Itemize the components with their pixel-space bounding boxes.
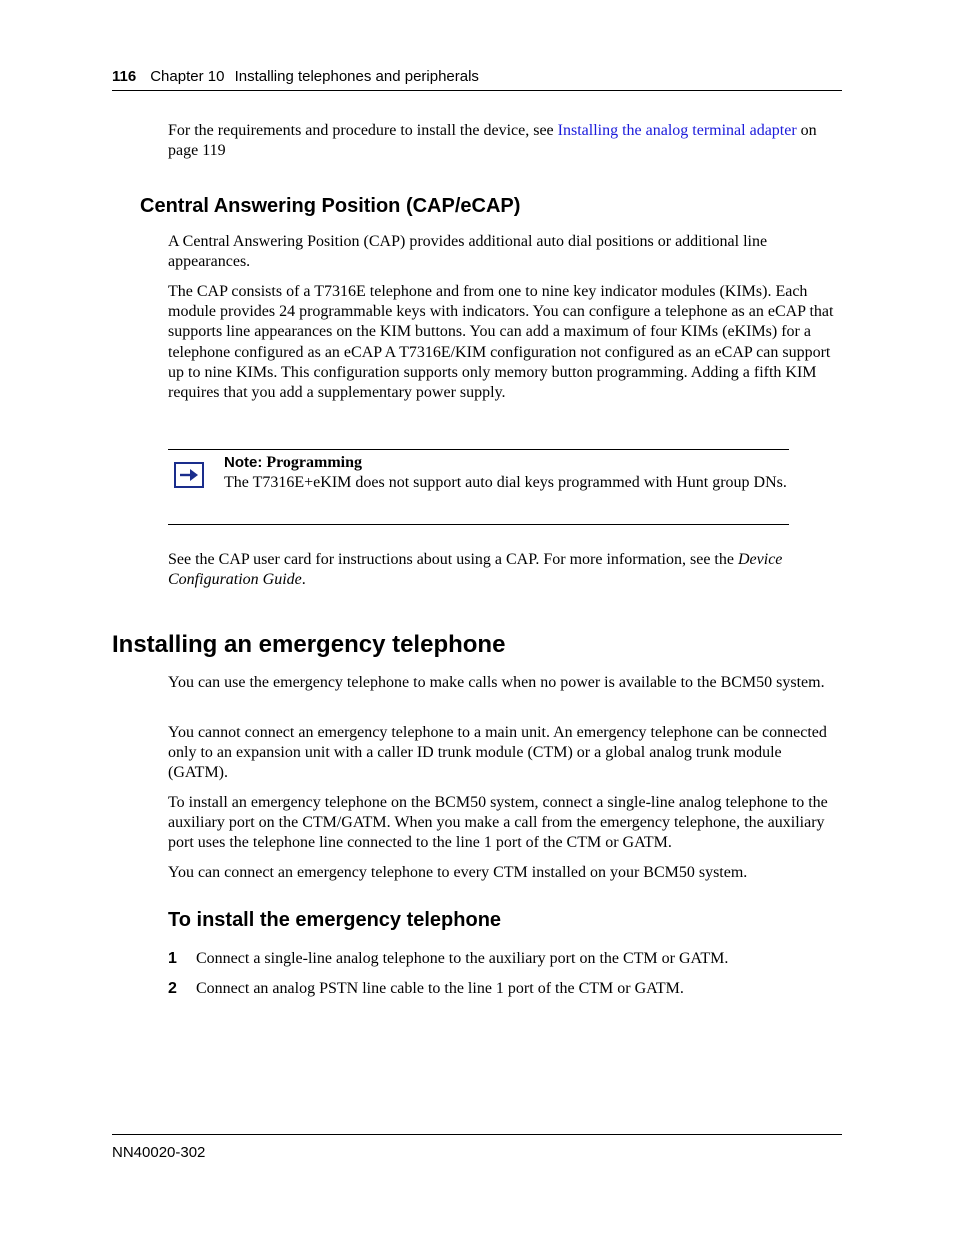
- step-text: Connect an analog PSTN line cable to the line 1 port of the CTM or GATM.: [196, 980, 684, 997]
- document-number: NN40020-302: [112, 1144, 206, 1161]
- step-text: Connect a single-line analog telephone to the auxiliary port on the CTM or GATM.: [196, 950, 729, 967]
- note-content: [224, 453, 790, 493]
- intro-text: For the requirements and procedure to install the device, see: [168, 122, 558, 139]
- guide-title: Device Configuration Guide: [168, 551, 783, 589]
- chapter-title: Installing telephones and peripherals: [234, 68, 479, 85]
- intro-paragraph: [168, 121, 842, 161]
- note-text: The T7316E+eKIM does not support auto dial keys programmed with Hunt group DNs.: [224, 474, 787, 492]
- note-box: [168, 449, 789, 525]
- emergency-paragraph-4: You can connect an emergency telephone to every CTM installed on your BCM50 system.: [168, 864, 748, 881]
- emergency-paragraph-2: You cannot connect an emergency telephone to a main unit. An emergency telephone can be connected only to an expansion unit with a caller ID trunk module (CTM) or a global analog trunk module (GATM).: [168, 724, 827, 782]
- note-label: Note:: [224, 454, 263, 471]
- see-cap-text: See the CAP user card for instructions about using a CAP. For more information, see the: [168, 551, 738, 568]
- note-title: Programming: [266, 454, 363, 471]
- emergency-paragraph-1: You can use the emergency telephone to make calls when no power is available to the BCM50 system.: [168, 674, 825, 691]
- running-header: [112, 68, 842, 91]
- cap-paragraph-1: A Central Answering Position (CAP) provides additional auto dial positions or additional line appearances.: [168, 233, 768, 271]
- footer-divider: [112, 1134, 842, 1135]
- page-number: 116: [112, 68, 137, 85]
- step-number: 2: [168, 980, 177, 997]
- section-heading-emergency: Installing an emergency telephone: [112, 631, 506, 658]
- step-number: 1: [168, 950, 177, 967]
- see-cap-period: .: [301, 571, 306, 589]
- procedure-heading: To install the emergency telephone: [168, 909, 502, 931]
- emergency-paragraph-3: To install an emergency telephone on the BCM50 system, connect a single-line analog telephone to the auxiliary port on the CTM/GATM. When you make a call from the emergency telephone, the auxiliary port uses the telephone line connected to the line 1 port of the CTM or GATM.: [168, 794, 828, 852]
- intro-page-ref: on page 119: [168, 122, 817, 160]
- see-cap-paragraph: [168, 550, 842, 590]
- cross-reference-link[interactable]: Installing the analog terminal adapter: [557, 122, 797, 139]
- cap-paragraph-2: The CAP consists of a T7316E telephone and from one to nine key indicator modules (KIMs). Each module provides 24 programmable keys with indicators. You can configure a telephone as an eCAP that supports line appearances on the KIM buttons. You can add a maximum of four KIMs (eKIMs) for a telephone configured as an eCAP A T7316E/KIM configuration not configured as an eCAP can support up to nine KIMs. This configuration supports only memory button programming. Adding a fifth KIM requires that you add a supplementary power supply.: [168, 283, 834, 402]
- arrow-right-icon: [174, 462, 204, 488]
- section-heading-cap: Central Answering Position (CAP/eCAP): [140, 195, 521, 217]
- chapter-label: Chapter 10: [150, 68, 225, 85]
